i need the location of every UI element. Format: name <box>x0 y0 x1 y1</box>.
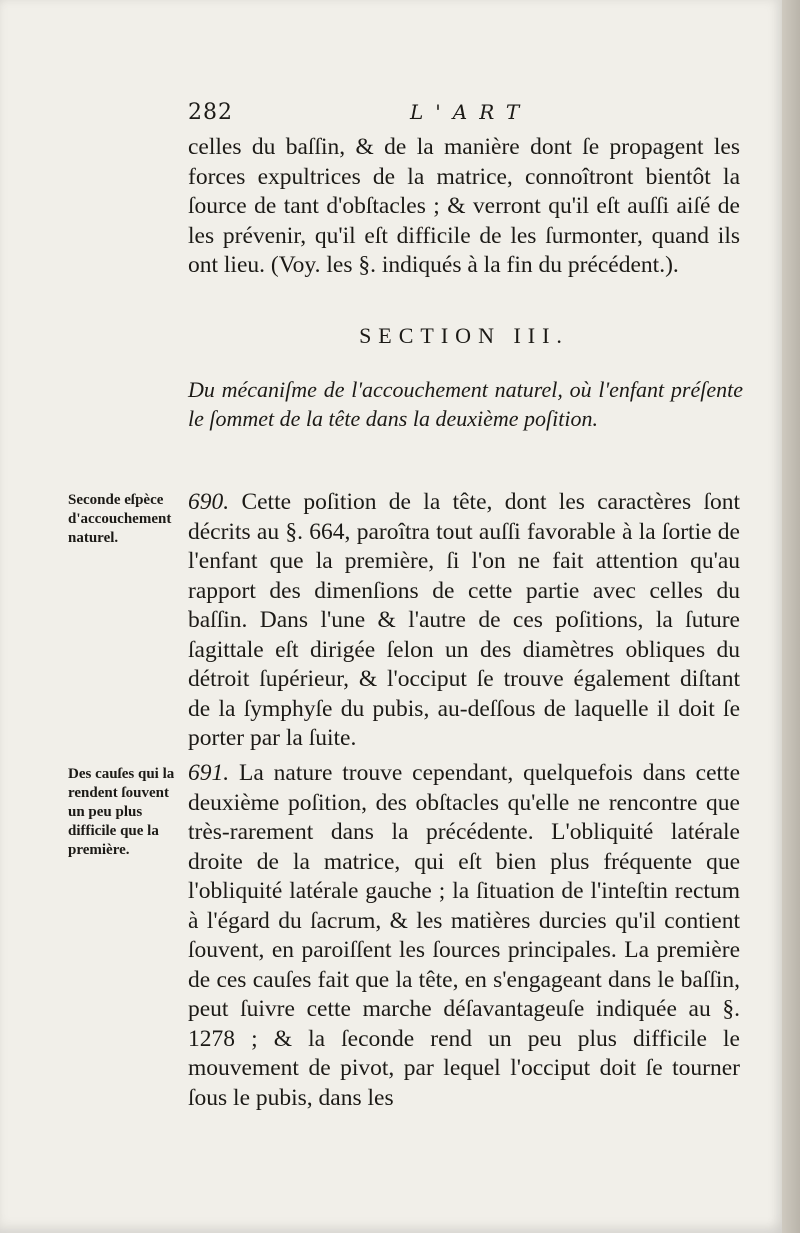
paragraph-691 <box>188 759 740 1113</box>
continuation-paragraph: celles du baſſin, & de la manière dont ſe propagent les forces expultrices de la matrice, connoîtront bientôt la ſource de tant d'obſtacles ; & verront qu'il eſt auſſi aiſé de les prévenir, qu'il eſt difficile de les ſurmonter, quand ils ont lieu. (Voy. les §. indiqués à la fin du précédent.). <box>188 134 740 278</box>
running-title: L'ART <box>410 100 532 124</box>
paragraph-text: La nature trouve cependant, quelquefois dans cette deuxième poſition, des obſtacles qu'elle ne rencontre que très-rarement dans la précédente. L'obliquité latérale droite de la matrice, qui eſt bien plus fréquente que l'obliquité latérale gauche ; la ſituation de l'inteſtin rectum à l'égard du ſacrum, & les matières durcies qu'il contient ſouvent, en paroiſſent les ſources principales. La première de ces cauſes fait que la tête, en s'engageant dans le baſſin, peut ſuivre cette marche déſavantageuſe indiquée au §. 1278 ; & la ſeconde rend un peu plus difficile le mouvement de pivot, par lequel l'occiput doit ſe tourner ſous le pubis, dans les <box>188 760 741 1111</box>
section-subtitle: Du mécaniſme de l'accouchement naturel, où l'enfant préſente le ſommet de la tête dans la deuxième poſition. <box>188 377 743 431</box>
section-title: SECTION III. <box>359 323 569 348</box>
paragraph-number: 690. <box>188 489 230 515</box>
paragraph-text: Cette poſition de la tête, dont les caractères ſont décrits au §. 664, paroîtra tout auſſi favorable à la ſortie de l'enfant que la première, ſi l'on ne fait attention qu'au rapport des dimenſions de cette partie avec celles du baſſin. Dans l'une & l'autre de ces poſitions, la ſuture ſagittale eſt dirigée ſelon un des diamètres obliques du détroit ſupérieur, & l'occiput ſe trouve également diſtant de la ſymphyſe du pubis, au-deſſous de laquelle il doit ſe porter par la ſuite. <box>188 489 741 751</box>
paragraph-690 <box>188 488 740 754</box>
page-number: 282 <box>188 100 233 125</box>
margin-note: Seconde eſpèce d'accouchement naturel. <box>68 492 172 546</box>
paragraph-number: 691. <box>188 760 230 786</box>
page-edge <box>782 0 800 1233</box>
page-header <box>188 100 748 130</box>
margin-note: Des cauſes qui la rendent ſouvent un peu plus difficile que la première. <box>68 766 175 858</box>
